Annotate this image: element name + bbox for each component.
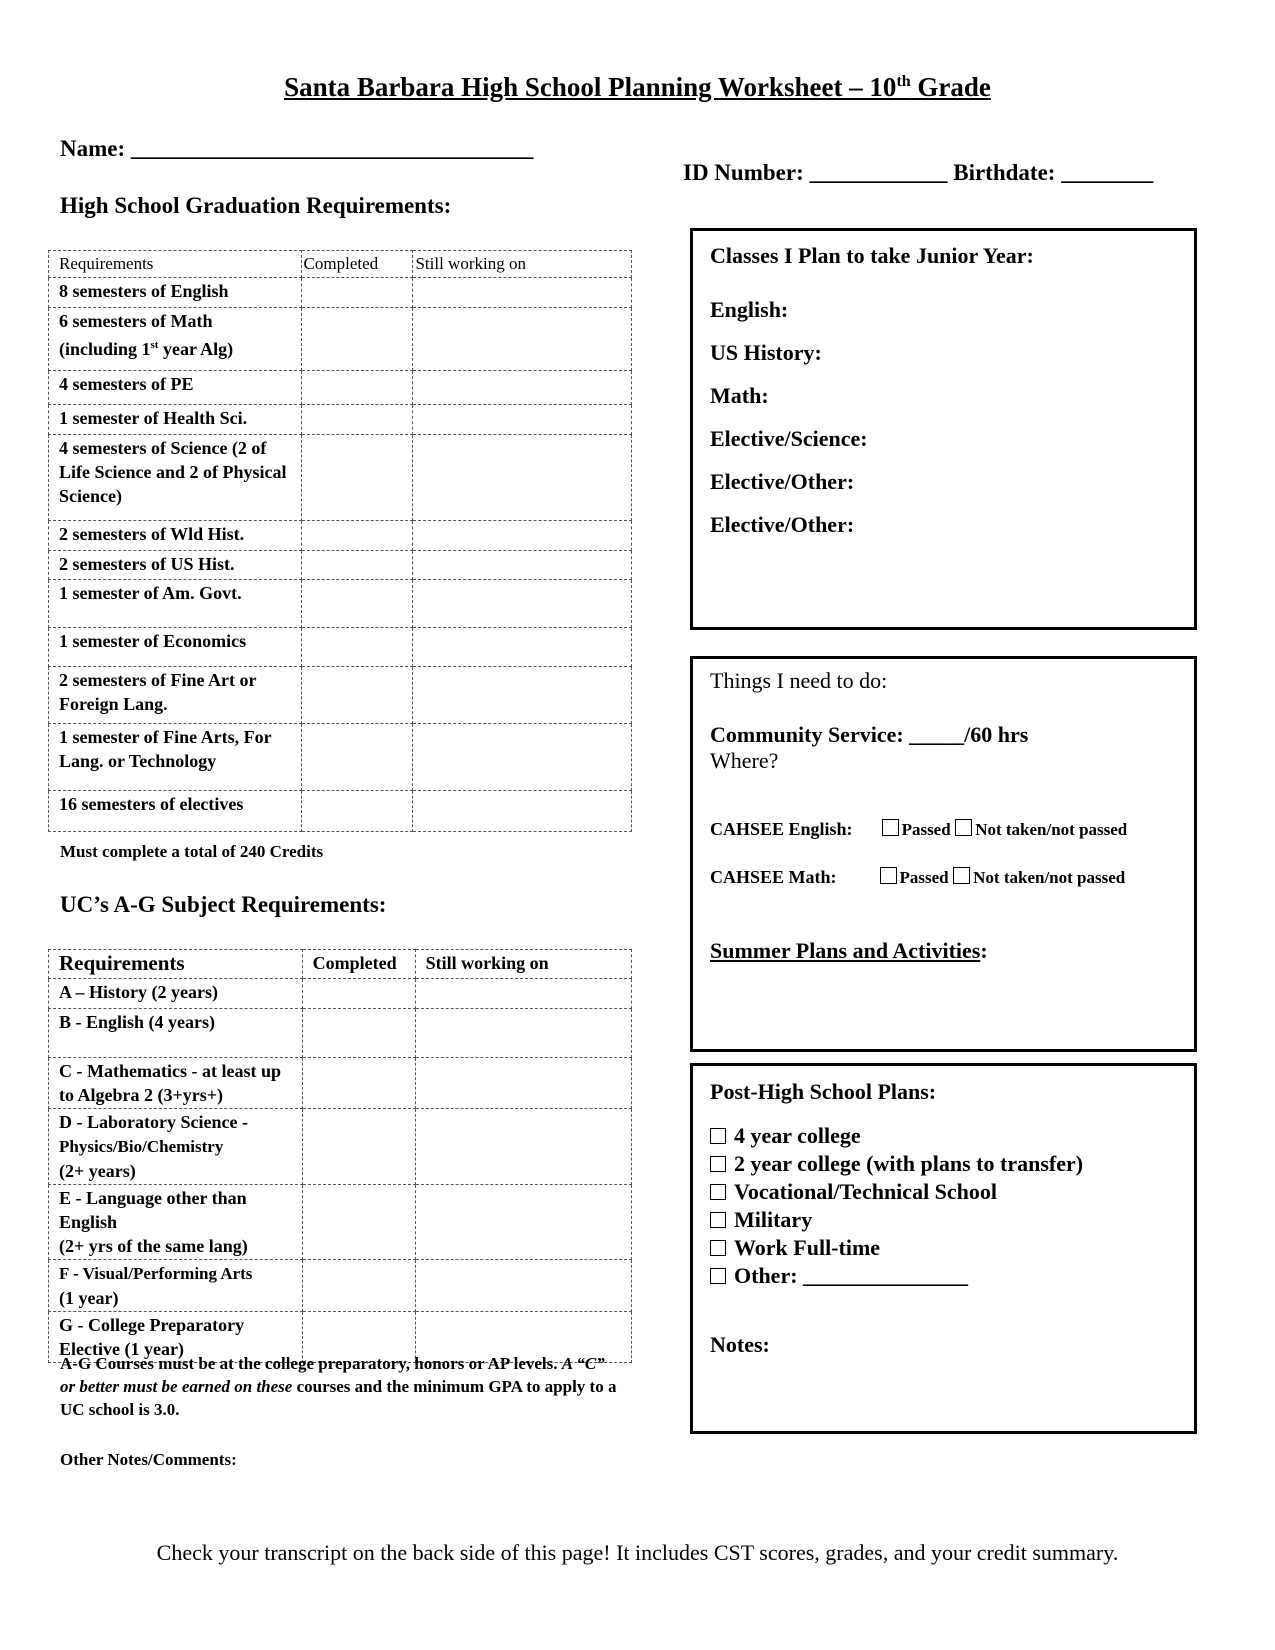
still-working-cell[interactable] bbox=[415, 1185, 631, 1260]
todo-heading: Things I need to do: bbox=[710, 668, 888, 693]
still-working-cell[interactable] bbox=[413, 551, 632, 580]
checkbox-icon bbox=[710, 1268, 726, 1284]
col-header-completed: Completed bbox=[301, 251, 413, 278]
english-passed-checkbox[interactable]: Passed bbox=[882, 819, 951, 839]
completed-cell[interactable] bbox=[301, 278, 413, 308]
checkbox-icon bbox=[710, 1212, 726, 1228]
still-working-cell[interactable] bbox=[413, 791, 632, 832]
name-field[interactable]: Name: ___________________________________ bbox=[60, 136, 534, 161]
still-working-cell[interactable] bbox=[415, 979, 631, 1009]
english-not-passed-checkbox[interactable]: Not taken/not passed bbox=[955, 819, 1127, 839]
other-notes-label: Other Notes/Comments: bbox=[60, 1450, 237, 1469]
page-title: Santa Barbara High School Planning Worksheet – 10th Grade bbox=[284, 72, 991, 102]
math-not-passed-checkbox[interactable]: Not taken/not passed bbox=[953, 867, 1125, 887]
table-row: C - Mathematics - at least up to Algebra 2 (3+yrs+) bbox=[49, 1058, 632, 1109]
table-row: 1 semester of Fine Arts, For Lang. or Technology bbox=[49, 724, 632, 791]
ag-note: A-G Courses must be at the college preparatory, honors or AP levels. A “C” or better must be earned on these courses and the minimum GPA to apply to a UC school is 3.0. bbox=[60, 1354, 617, 1419]
completed-cell[interactable] bbox=[301, 308, 413, 371]
junior-year-box bbox=[690, 228, 1197, 630]
elective-other-field[interactable]: Elective/Other: bbox=[710, 469, 855, 494]
option-vocational[interactable]: Vocational/Technical School bbox=[710, 1179, 997, 1205]
still-working-cell[interactable] bbox=[413, 405, 632, 435]
still-working-cell[interactable] bbox=[413, 435, 632, 521]
checkbox-icon bbox=[882, 819, 899, 836]
notes-label: Notes: bbox=[710, 1332, 770, 1357]
still-working-cell[interactable] bbox=[413, 278, 632, 308]
completed-cell[interactable] bbox=[302, 1260, 415, 1312]
completed-cell[interactable] bbox=[301, 667, 413, 724]
table-row: F - Visual/Performing Arts (1 year) bbox=[49, 1260, 632, 1312]
table-row: 2 semesters of Wld Hist. bbox=[49, 521, 632, 551]
option-2-year-college[interactable]: 2 year college (with plans to transfer) bbox=[710, 1151, 1083, 1177]
table-row: 2 semesters of US Hist. bbox=[49, 551, 632, 580]
credits-note: Must complete a total of 240 Credits bbox=[60, 842, 324, 861]
checkbox-icon bbox=[710, 1128, 726, 1144]
junior-box-heading: Classes I Plan to take Junior Year: bbox=[710, 243, 1034, 268]
still-working-cell[interactable] bbox=[413, 521, 632, 551]
table-row: D - Laboratory Science - Physics/Bio/Chemistry (2+ years) bbox=[49, 1109, 632, 1185]
cahsee-math-label: CAHSEE Math: bbox=[710, 867, 837, 887]
option-4-year-college[interactable]: 4 year college bbox=[710, 1123, 861, 1149]
option-military[interactable]: Military bbox=[710, 1207, 812, 1233]
community-service-field[interactable]: Community Service: _____/60 hrs bbox=[710, 722, 1029, 747]
completed-cell[interactable] bbox=[301, 628, 413, 667]
option-work[interactable]: Work Full-time bbox=[710, 1235, 880, 1261]
table-row: G - College Preparatory Elective (1 year) bbox=[49, 1312, 632, 1363]
math-field[interactable]: Math: bbox=[710, 383, 769, 408]
completed-cell[interactable] bbox=[302, 1009, 415, 1058]
option-other[interactable]: Other: _______________ bbox=[710, 1263, 968, 1289]
checkbox-icon bbox=[710, 1240, 726, 1256]
col-header-still-working: Still working on bbox=[413, 251, 632, 278]
completed-cell[interactable] bbox=[302, 1185, 415, 1260]
completed-cell[interactable] bbox=[301, 405, 413, 435]
checkbox-icon bbox=[953, 867, 970, 884]
still-working-cell[interactable] bbox=[415, 1058, 631, 1109]
col-header-still-working: Still working on bbox=[415, 950, 631, 979]
completed-cell[interactable] bbox=[301, 791, 413, 832]
uc-heading: UC’s A-G Subject Requirements: bbox=[60, 892, 387, 917]
english-field[interactable]: English: bbox=[710, 297, 789, 322]
table-row: 16 semesters of electives bbox=[49, 791, 632, 832]
checkbox-icon bbox=[955, 819, 972, 836]
still-working-cell[interactable] bbox=[415, 1260, 631, 1312]
checkbox-icon bbox=[710, 1156, 726, 1172]
completed-cell[interactable] bbox=[301, 371, 413, 405]
elective-science-field[interactable]: Elective/Science: bbox=[710, 426, 868, 451]
still-working-cell[interactable] bbox=[413, 724, 632, 791]
todo-box bbox=[690, 656, 1197, 1052]
still-working-cell[interactable] bbox=[413, 580, 632, 628]
cahsee-english-row bbox=[710, 819, 1127, 840]
us-history-field[interactable]: US History: bbox=[710, 340, 822, 365]
cahsee-english-label: CAHSEE English: bbox=[710, 819, 853, 839]
completed-cell[interactable] bbox=[302, 979, 415, 1009]
table-row: A – History (2 years) bbox=[49, 979, 632, 1009]
table-row: 2 semesters of Fine Art or Foreign Lang. bbox=[49, 667, 632, 724]
completed-cell[interactable] bbox=[301, 724, 413, 791]
where-field[interactable]: Where? bbox=[710, 748, 779, 773]
table-row: 8 semesters of English bbox=[49, 278, 632, 308]
elective-other-field[interactable]: Elective/Other: bbox=[710, 512, 855, 537]
still-working-cell[interactable] bbox=[413, 308, 632, 371]
table-row: 1 semester of Economics bbox=[49, 628, 632, 667]
still-working-cell[interactable] bbox=[415, 1009, 631, 1058]
still-working-cell[interactable] bbox=[415, 1109, 631, 1185]
still-working-cell[interactable] bbox=[413, 628, 632, 667]
table-row: 4 semesters of PE bbox=[49, 371, 632, 405]
col-header-requirements: Requirements bbox=[49, 950, 303, 979]
footer-note: Check your transcript on the back side of this page! It includes CST scores, grades, and your credit summary. bbox=[156, 1540, 1119, 1565]
completed-cell[interactable] bbox=[301, 521, 413, 551]
table-row: E - Language other than English (2+ yrs of the same lang) bbox=[49, 1185, 632, 1260]
table-row: 1 semester of Health Sci. bbox=[49, 405, 632, 435]
table-row: 4 semesters of Science (2 of Life Science and 2 of Physical Science) bbox=[49, 435, 632, 521]
math-passed-checkbox[interactable]: Passed bbox=[880, 867, 949, 887]
post-hs-heading: Post-High School Plans: bbox=[710, 1079, 937, 1104]
id-birthdate-field[interactable]: ID Number: ____________ Birthdate: ________ bbox=[683, 160, 1154, 185]
completed-cell[interactable] bbox=[301, 551, 413, 580]
grad-requirements-table bbox=[48, 250, 632, 832]
still-working-cell[interactable] bbox=[413, 371, 632, 405]
completed-cell[interactable] bbox=[302, 1058, 415, 1109]
table-header-row bbox=[49, 950, 632, 979]
checkbox-icon bbox=[710, 1184, 726, 1200]
completed-cell[interactable] bbox=[301, 580, 413, 628]
grad-heading: High School Graduation Requirements: bbox=[60, 193, 452, 218]
still-working-cell[interactable] bbox=[413, 667, 632, 724]
table-header-row bbox=[49, 251, 632, 278]
checkbox-icon bbox=[880, 867, 897, 884]
cahsee-math-row bbox=[710, 867, 1125, 888]
col-header-completed: Completed bbox=[302, 950, 415, 979]
completed-cell[interactable] bbox=[302, 1109, 415, 1185]
uc-requirements-table bbox=[48, 949, 632, 1363]
col-header-requirements: Requirements bbox=[49, 251, 302, 278]
summer-plans-heading: Summer Plans and Activities: bbox=[710, 938, 988, 963]
table-row: 1 semester of Am. Govt. bbox=[49, 580, 632, 628]
table-row: B - English (4 years) bbox=[49, 1009, 632, 1058]
completed-cell[interactable] bbox=[301, 435, 413, 521]
post-high-school-box bbox=[690, 1063, 1197, 1434]
table-row: 6 semesters of Math (including 1st year Alg) bbox=[49, 308, 632, 371]
